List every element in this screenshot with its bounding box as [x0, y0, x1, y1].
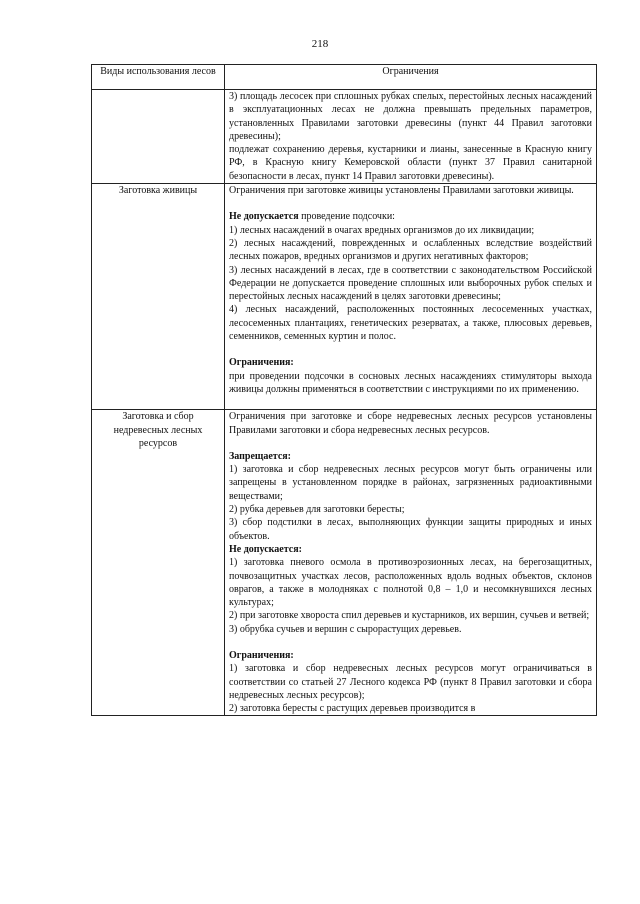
lead-paragraph [229, 210, 592, 223]
section-heading: Запрещается: [229, 450, 292, 462]
forest-use-type-cell: Заготовка и сбор недревесных лесных ресурсов [92, 410, 225, 716]
restrictions-table [91, 64, 597, 716]
restrictions-cell [225, 90, 597, 184]
paragraph: при проведении подсочки в сосновых лесных насаждениях стимуляторы выхода живицы должны применяться в соответствии с инструкциями по их применению. [229, 370, 592, 395]
lead-text: проведение подсочки: [298, 211, 395, 223]
paragraph-spacer [229, 396, 592, 409]
header-forest-use-types: Виды использования лесов [92, 65, 225, 90]
table-row [92, 90, 597, 184]
paragraph-spacer [229, 437, 592, 450]
paragraph: 1) заготовка и сбор недревесных лесных ресурсов могут ограничиваться в соответствии со статьей 27 Лесного кодекса РФ (пункт 8 Правил заготовки и сбора недревесных лесных ресурсов); [229, 663, 592, 701]
page-number: 218 [311, 38, 329, 50]
forest-use-type-cell [92, 90, 225, 184]
table-row [92, 184, 597, 410]
paragraph: подлежат сохранению деревья, кустарники и лианы, занесенные в Красную книгу РФ, в Красную книгу Кемеровской области (пункт 37 Правил санитарной безопасности в лесах, пункт 14 Правил заготовки древесины). [229, 144, 592, 182]
paragraph: 3) обрубка сучьев и вершин с сырорастущих деревьев. [229, 623, 462, 635]
restrictions-cell [225, 184, 597, 410]
table-row [92, 410, 597, 716]
paragraph: 3) сбор подстилки в лесах, выполняющих функции защиты природных и иных объектов. [229, 517, 592, 542]
restrictions-cell [225, 410, 597, 716]
paragraph: 3) лесных насаждений в лесах, где в соответствии с законодательством Российской Федерации не допускается проведение сплошных или выборочных рубок спелых и перестойных лесных насаждений в целях заготовки древесины; [229, 264, 592, 303]
paragraph: 1) заготовка пневого осмола в противоэрозионных лесах, на берегозащитных, почвозащитных участках лесов, расположенных вдоль водных объектов, склонов оврагов, а также в молодняках с полнотой 0,8 – 1,0 и несомкнувшихся лесных культурах; [229, 557, 592, 609]
section-heading: Ограничения: [229, 649, 294, 661]
header-restrictions: Ограничения [225, 65, 597, 90]
paragraph: 2) при заготовке хвороста спил деревьев и кустарников, их вершин, сучьев и ветвей; [229, 610, 590, 622]
section-heading: Не допускается: [229, 543, 302, 555]
paragraph: 1) заготовка и сбор недревесных лесных ресурсов могут быть ограничены или запрещены в установленном порядке в районах, загрязненных радиоактивными веществами; [229, 464, 592, 502]
paragraph-spacer [229, 636, 592, 649]
paragraph-spacer [229, 343, 592, 356]
lead-bold-text: Не допускается [229, 211, 299, 223]
paragraph: 4) лесных насаждений, расположенных постоянных лесосеменных участках, лесосеменных плантациях, генетических резерватах, а также, плюсовых деревьев, семенников, семенных куртин и полос. [229, 304, 592, 343]
paragraph: 3) площадь лесосек при сплошных рубках спелых, перестойных лесных насаждений в эксплуатационных лесах не должна превышать предельных параметров, установленных Правилами заготовки древесины (пункт 44 Правил заготовки древесины); [229, 91, 592, 142]
paragraph: 2) заготовка бересты с растущих деревьев производится в [229, 703, 476, 715]
paragraph: 2) лесных насаждений, поврежденных и ослабленных вследствие воздействий лесных пожаров, вредных организмов и других негативных факторов; [229, 237, 592, 263]
paragraph: 2) рубка деревьев для заготовки бересты; [229, 504, 405, 516]
paragraph: Ограничения при заготовке живицы установлены Правилами заготовки живицы. [229, 185, 574, 197]
paragraph: 1) лесных насаждений в очагах вредных организмов до их ликвидации; [229, 224, 535, 236]
paragraph-spacer [229, 197, 592, 210]
forest-use-type-cell: Заготовка живицы [92, 184, 225, 410]
paragraph: Ограничения при заготовке и сборе недревесных лесных ресурсов установлены Правилами заготовки и сбора недревесных лесных ресурсов. [229, 411, 592, 436]
section-heading: Ограничения: [229, 357, 294, 369]
table-header-row [92, 65, 597, 90]
